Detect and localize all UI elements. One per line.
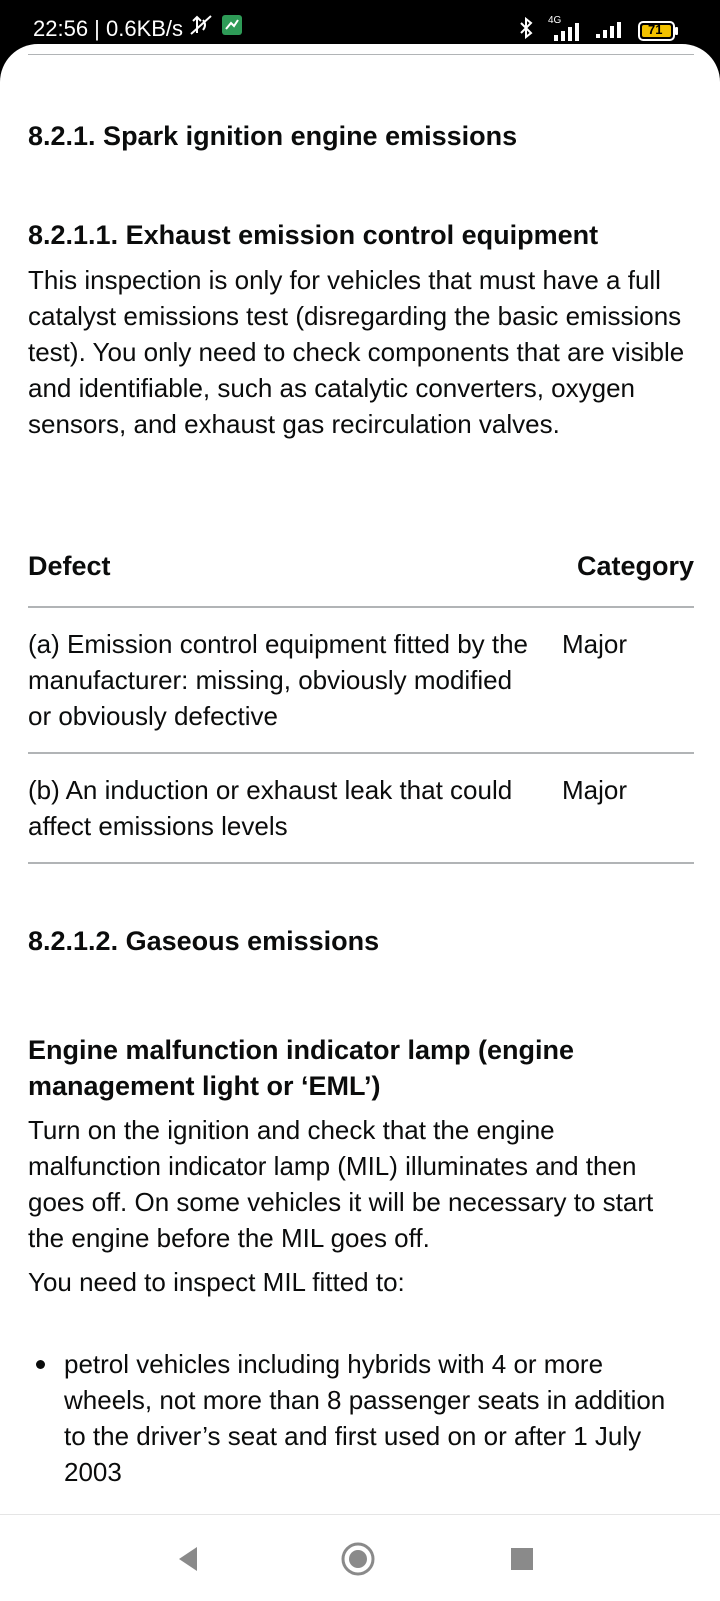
table-header-row <box>28 548 694 608</box>
category-cell: Major <box>562 775 628 805</box>
list-item <box>28 1346 688 1490</box>
back-triangle-icon <box>175 1545 201 1573</box>
divider <box>28 54 694 55</box>
eml-text: Turn on the ignition and check that the engine malfunction indicator lamp (MIL) illuminates and then goes off. On some vehicles it will be necessary to start the engine before the MIL goes off. <box>28 1115 654 1253</box>
column-header-defect: Defect <box>28 551 111 581</box>
bullet-list <box>28 1346 688 1490</box>
subsection-text: This inspection is only for vehicles that must have a full catalyst emissions test (disregarding the basic emissions test). You only need to check components that are visible and identifiable, such as catalytic converters, oxygen sensors, and exhaust gas recirculation valves. <box>28 265 685 439</box>
recents-square-icon <box>509 1546 535 1572</box>
signal-4g-icon <box>544 14 584 43</box>
section-heading: 8.2.1. Spark ignition engine emissions <box>28 121 518 151</box>
inspect-text: You need to inspect MIL fitted to: <box>28 1267 405 1297</box>
defect-cell: (a) Emission control equipment fitted by the manufacturer: missing, obviously modified or obviously defective <box>28 629 529 731</box>
gaseous-heading: 8.2.1.2. Gaseous emissions <box>28 926 380 956</box>
category-cell: Major <box>562 629 628 659</box>
status-left <box>33 14 243 43</box>
subsection-heading: 8.2.1.1. Exhaust emission control equipment <box>28 220 599 250</box>
defect-cell: (b) An induction or exhaust leak that could affect emissions levels <box>28 775 513 841</box>
status-right <box>518 16 680 45</box>
status-time-speed: 22:56 | 0.6KB/s <box>33 15 184 41</box>
home-button[interactable] <box>334 1535 382 1583</box>
navigation-bar <box>0 1514 720 1601</box>
list-item-text: petrol vehicles including hybrids with 4 or more wheels, not more than 8 passenger seats in addition to the driver’s seat and first used on or after 1 July 2003 <box>64 1349 666 1487</box>
network-label: 4G <box>548 14 562 26</box>
bluetooth-icon <box>518 16 534 45</box>
content-sheet[interactable] <box>0 44 720 1514</box>
battery-level: 71 <box>648 21 663 37</box>
back-button[interactable] <box>164 1535 212 1583</box>
bullet-icon <box>36 1360 45 1369</box>
defect-table <box>28 548 694 864</box>
mute-icon <box>189 14 215 43</box>
column-header-category: Category <box>576 551 694 581</box>
table-row <box>28 608 694 754</box>
table-row <box>28 754 694 864</box>
eml-heading: Engine malfunction indicator lamp (engine management light or ‘EML’) <box>28 1035 575 1101</box>
home-circle-icon <box>340 1541 376 1577</box>
signal-icon <box>594 16 628 45</box>
recents-button[interactable] <box>498 1535 546 1583</box>
app-notification-icon <box>221 14 243 43</box>
battery-icon <box>638 20 680 42</box>
